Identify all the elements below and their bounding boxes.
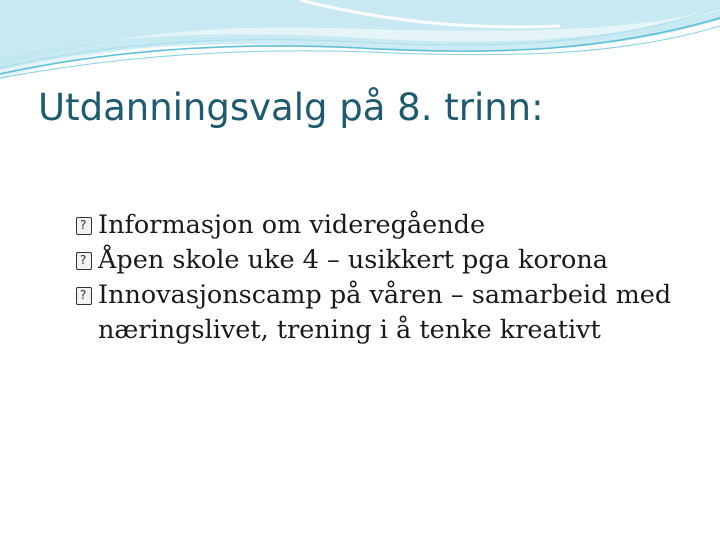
bullet-text: Informasjon om videregående [98, 210, 486, 240]
bullet-item [76, 243, 696, 278]
missing-glyph-icon [76, 287, 92, 305]
bullet-list [76, 208, 696, 348]
missing-glyph-icon [76, 217, 92, 235]
bullet-item [76, 208, 696, 243]
bullet-text: Åpen skole uke 4 – usikkert pga korona [98, 245, 608, 275]
header-wave-decoration [0, 0, 720, 90]
bullet-text: Innovasjonscamp på våren – samarbeid med næringslivet, trening i å tenke kreativt [98, 280, 672, 345]
slide-title: Utdanningsvalg på 8. trinn: [38, 86, 544, 129]
bullet-item [76, 278, 696, 348]
missing-glyph-icon [76, 252, 92, 270]
